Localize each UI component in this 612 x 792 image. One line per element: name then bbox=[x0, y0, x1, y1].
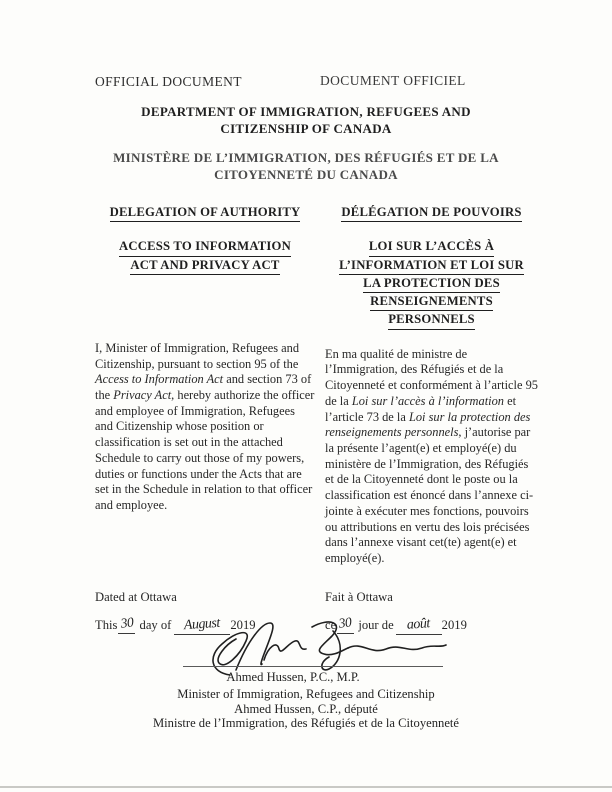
scan-edge-artifact bbox=[0, 786, 612, 788]
department-heading-fr-line1: MINISTÈRE DE L’IMMIGRATION, DES RÉFUGIÉS ET DE LA bbox=[113, 150, 499, 165]
heading-acts-fr-line bbox=[325, 293, 538, 311]
heading-delegation-en bbox=[95, 204, 315, 222]
heading-acts-fr-line5: PERSONNELS bbox=[388, 311, 475, 329]
act-title-access-fr: Loi sur l’accès à l’information bbox=[351, 393, 504, 408]
date-middle-en: day of bbox=[139, 618, 172, 632]
heading-acts-fr-line1: LOI SUR L’ACCÈS À bbox=[369, 238, 494, 256]
date-prefix-fr: ce bbox=[325, 618, 337, 632]
department-heading-en-line1: DEPARTMENT OF IMMIGRATION, REFUGEES AND bbox=[141, 104, 471, 119]
paragraph-fr-seg1: En ma qualité de ministre de l’Immigration, des Réfugiés et de la Citoyenneté et conformément à l’article 95 de la bbox=[325, 346, 538, 408]
heading-acts-en-line bbox=[95, 238, 315, 256]
date-prefix-en: This bbox=[95, 618, 118, 632]
heading-acts-en-line2: ACT AND PRIVACY ACT bbox=[130, 257, 279, 275]
heading-acts-fr-line4: RENSEIGNEMENTS bbox=[370, 293, 493, 311]
signature-block bbox=[0, 687, 612, 731]
department-heading-en-line2: CITIZENSHIP OF CANADA bbox=[220, 121, 392, 136]
signatory-title-fr: Ministre de l’Immigration, des Réfugiés et de la Citoyenneté bbox=[152, 716, 460, 731]
date-year-en: 2019 bbox=[230, 618, 256, 632]
heading-delegation-en-text: DELEGATION OF AUTHORITY bbox=[110, 204, 301, 222]
handwritten-day-en bbox=[118, 614, 135, 634]
heading-acts-en-line bbox=[95, 257, 315, 275]
official-document-label-fr: DOCUMENT OFFICIEL bbox=[320, 73, 466, 88]
act-title-access-en: Access to Information Act bbox=[95, 372, 224, 387]
heading-acts-en-line1: ACCESS TO INFORMATION bbox=[119, 238, 291, 256]
handwritten-month-en-text: August bbox=[183, 615, 221, 634]
heading-acts-fr-line bbox=[325, 238, 538, 256]
dated-at-ottawa-fr: Fait à Ottawa bbox=[325, 590, 393, 604]
heading-acts-en bbox=[95, 238, 315, 275]
column-french bbox=[325, 204, 538, 567]
paragraph-fr-seg5: , j’autorise par la présente l’agent(e) et employé(e) du ministère de l’Immigration, des Réfugiés et de la Citoyenneté dont le poste ou la classification est énoncé dans l’annexe ci-jointe à exécuter mes fonctions, pouvoirs ou attributions en vertu des lois précisées dans l’annexe visant cet(te) agent(e) et employé(e). bbox=[325, 425, 534, 565]
signatory-name-fr: Ahmed Hussen, C.P., député bbox=[234, 701, 378, 716]
heading-acts-fr-line bbox=[325, 311, 538, 329]
date-middle-fr: jour de bbox=[358, 618, 394, 632]
dated-at-ottawa-en: Dated at Ottawa bbox=[95, 590, 177, 604]
department-heading-fr-line2: CITOYENNETÉ DU CANADA bbox=[214, 167, 398, 182]
date-year-fr: 2019 bbox=[441, 618, 467, 632]
paragraph-en-seg1: I, Minister of Immigration, Refugees and Citizenship, pursuant to section 95 of the bbox=[95, 340, 300, 371]
act-title-privacy-fr: Loi sur la protection des renseignements personnels bbox=[325, 409, 531, 440]
heading-acts-fr-line3: LA PROTECTION DES bbox=[363, 275, 500, 293]
heading-acts-fr bbox=[325, 238, 538, 329]
heading-acts-fr-line2: L’INFORMATION ET LOI SUR bbox=[339, 257, 524, 275]
signatory-title-en: Minister of Immigration, Refugees and Citizenship bbox=[177, 687, 435, 701]
handwritten-day-fr-text: 30 bbox=[338, 614, 353, 631]
heading-delegation-fr-text: DÉLÉGATION DE POUVOIRS bbox=[341, 204, 521, 222]
department-heading-en bbox=[0, 103, 612, 137]
paragraph-fr-seg3: et l’article 73 de la bbox=[325, 393, 517, 424]
official-document-label-en: OFFICIAL DOCUMENT bbox=[95, 74, 242, 89]
paragraph-en-seg5: , hereby authorize the officer and employee of Immigration, Refugees and Citizenship whose position or classification is set out in the attached Schedule to carry out those of my powers, duties or functions under the Acts that are set in the Schedule in relation to that officer and employee. bbox=[95, 388, 315, 512]
column-english bbox=[95, 204, 315, 514]
signature-line bbox=[183, 666, 443, 667]
paragraph-en-seg3: and section 73 of the bbox=[95, 372, 312, 402]
heading-acts-fr-line bbox=[325, 275, 538, 293]
signatory-name-en: Ahmed Hussen, P.C., M.P. bbox=[226, 670, 360, 684]
handwritten-day-en-text: 30 bbox=[119, 614, 134, 631]
body-paragraph-fr bbox=[325, 347, 538, 567]
heading-delegation-fr bbox=[325, 204, 538, 222]
body-paragraph-en bbox=[95, 341, 315, 514]
act-title-privacy-en: Privacy Act bbox=[113, 388, 172, 402]
department-heading-fr bbox=[0, 149, 612, 183]
heading-acts-fr-line bbox=[325, 257, 538, 275]
handwritten-month-fr-text: août bbox=[406, 616, 431, 633]
